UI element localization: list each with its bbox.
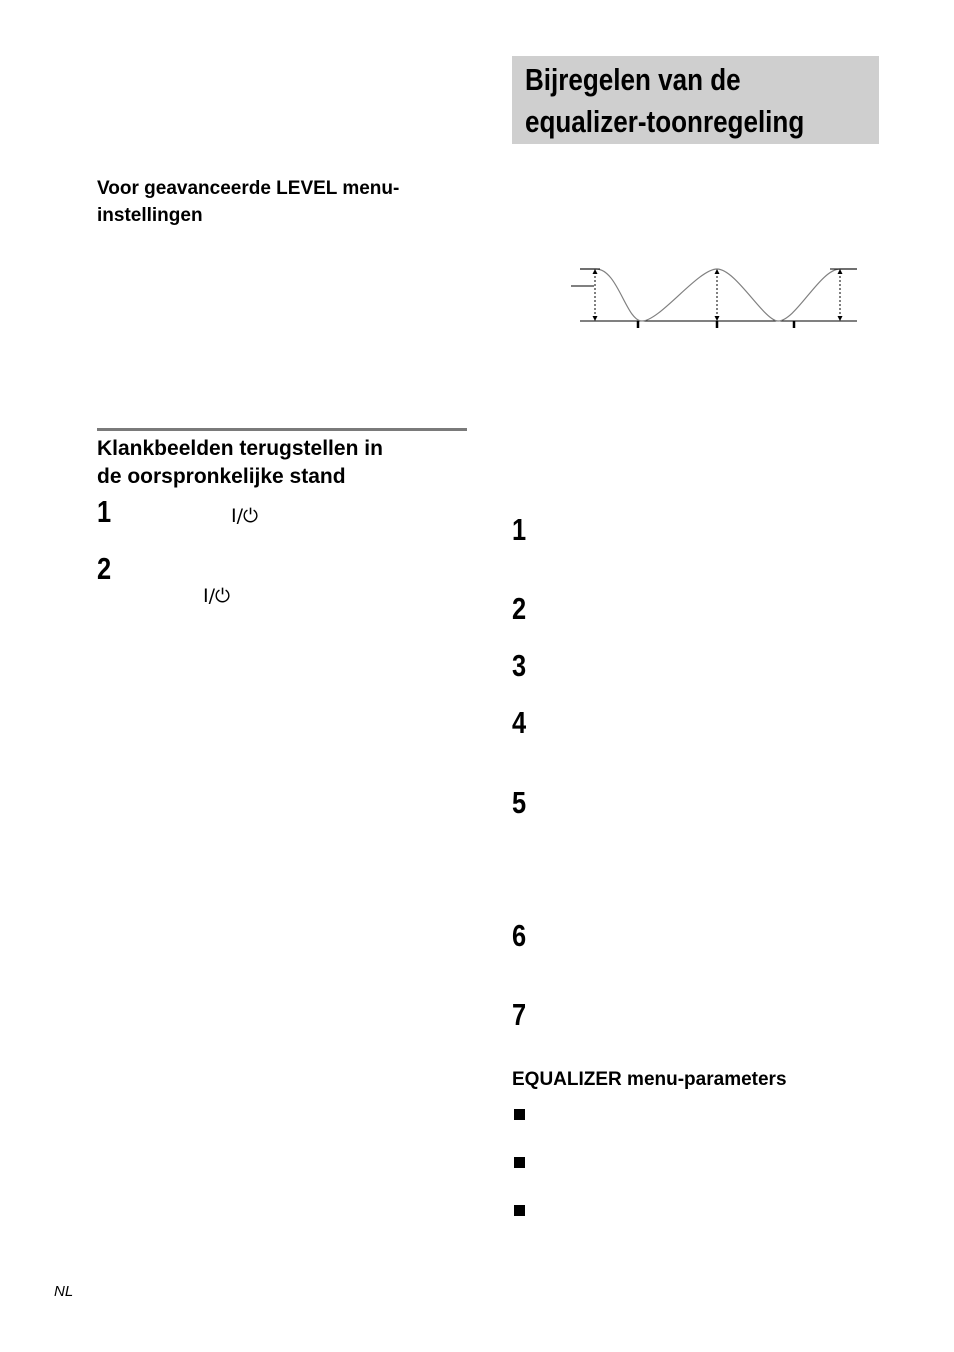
- square-bullet-icon: [514, 1205, 525, 1216]
- frequency-ticks: [638, 321, 794, 328]
- square-bullet-icon: [514, 1109, 525, 1120]
- gain-arrows: [595, 272, 840, 318]
- section-title-line-1: Bijregelen van de: [525, 62, 741, 97]
- language-code: NL: [54, 1283, 74, 1300]
- equalizer-parameters-heading: EQUALIZER menu-parameters: [512, 1069, 787, 1090]
- section-title-line-2: equalizer-toonregeling: [525, 104, 805, 139]
- square-bullet-icon: [514, 1157, 525, 1168]
- right-step-number-4: 4: [512, 705, 527, 740]
- right-step-number-1: 1: [512, 512, 527, 547]
- right-step-number-5: 5: [512, 785, 527, 820]
- level-menu-heading-line-2: instellingen: [97, 205, 203, 226]
- left-step-number-1: 1: [97, 494, 112, 529]
- section-divider: [97, 428, 467, 431]
- power-icon: I/⏻: [231, 505, 259, 527]
- right-step-number-2: 2: [512, 591, 527, 626]
- frequency-curve: [580, 269, 857, 321]
- right-step-number-6: 6: [512, 918, 527, 953]
- right-step-number-3: 3: [512, 648, 527, 683]
- level-menu-heading-line-1: Voor geavanceerde LEVEL menu-: [97, 178, 400, 199]
- equalizer-curve-diagram: [560, 258, 870, 338]
- reset-heading-line-1: Klankbeelden terugstellen in: [97, 437, 383, 460]
- section-title: [525, 59, 827, 143]
- reset-heading-line-2: de oorspronkelijke stand: [97, 465, 346, 488]
- left-step-number-2: 2: [97, 551, 112, 586]
- reset-heading: [97, 435, 477, 491]
- level-menu-heading: [97, 175, 477, 229]
- power-icon: I/⏻: [203, 585, 231, 607]
- right-step-number-7: 7: [512, 997, 527, 1032]
